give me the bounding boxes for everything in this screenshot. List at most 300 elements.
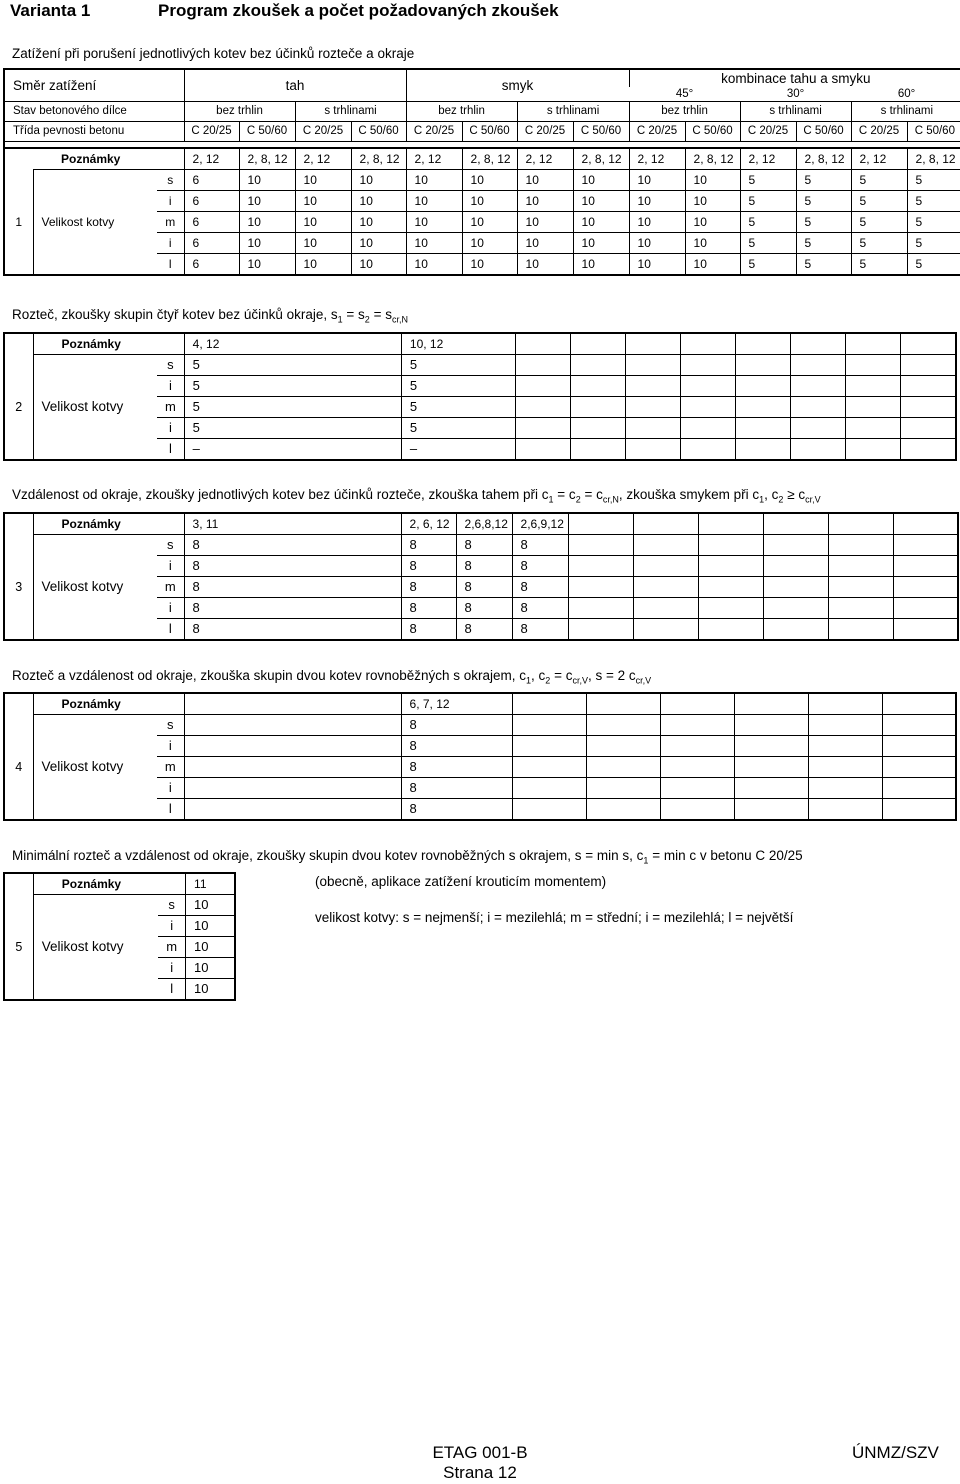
notes-label: Poznámky xyxy=(33,513,184,535)
table-cell: 10 xyxy=(186,895,235,916)
table-cell: 10 xyxy=(406,191,462,212)
table-cell: 5 xyxy=(851,212,907,233)
note-cell: 2, 8, 12 xyxy=(685,148,740,170)
table-cell: 5 xyxy=(851,254,907,276)
table-cell: 10 xyxy=(295,254,351,276)
note-cell: 2, 6, 12 xyxy=(401,513,456,535)
table-cell xyxy=(184,715,401,736)
table-cell: 10 xyxy=(186,979,235,1001)
class-cell: C 50/60 xyxy=(462,122,517,142)
section1-title: Zatížení při porušení jednotlivých kotev bez účinků rozteče a okraje xyxy=(12,46,415,61)
table-cell: 8 xyxy=(512,598,568,619)
table-cell xyxy=(882,715,956,736)
table-cell xyxy=(808,715,882,736)
note-cell xyxy=(846,333,901,355)
section5-title: Minimální rozteč a vzdálenost od okraje, zkoušky skupin dvou kotev rovnoběžných s okrajem, s = min s, $c_1 = \min c$ v betonu C 20/25 xyxy=(12,848,803,866)
table-cell xyxy=(828,556,893,577)
table-cell xyxy=(901,376,956,397)
size-key: s xyxy=(157,355,184,376)
note-cell: 4, 12 xyxy=(184,333,401,355)
table-cell: 8 xyxy=(184,619,401,641)
table-cell xyxy=(516,439,571,461)
note-cell: 2, 12 xyxy=(517,148,573,170)
table-cell: 10 xyxy=(295,191,351,212)
table-cell: 10 xyxy=(573,233,629,254)
size-key: i xyxy=(157,736,184,757)
note-cell xyxy=(571,333,626,355)
table-cell xyxy=(633,598,698,619)
table-cell: 6 xyxy=(184,191,239,212)
note-cell: 2, 8, 12 xyxy=(796,148,851,170)
table-cell xyxy=(586,736,660,757)
table-cell xyxy=(512,778,586,799)
table-cell xyxy=(516,418,571,439)
table-cell xyxy=(846,355,901,376)
size-key: m xyxy=(157,212,184,233)
table-cell: 8 xyxy=(401,619,456,641)
table-cell: 8 xyxy=(456,598,512,619)
table-cell: 8 xyxy=(456,619,512,641)
table-cell: 10 xyxy=(685,191,740,212)
table-cell: 10 xyxy=(462,254,517,276)
size-key: i xyxy=(157,598,184,619)
table-cell: 5 xyxy=(851,170,907,191)
class-cell: C 20/25 xyxy=(184,122,239,142)
table-cell: 8 xyxy=(512,535,568,556)
table-cell: 10 xyxy=(239,191,295,212)
size-label: Velikost kotvy xyxy=(33,535,157,641)
table-cell: 5 xyxy=(851,233,907,254)
table-cell: 8 xyxy=(401,715,512,736)
table-cell: 8 xyxy=(401,556,456,577)
note-cell: 2, 8, 12 xyxy=(462,148,517,170)
table-cell: 5 xyxy=(796,254,851,276)
table-cell xyxy=(893,598,958,619)
table-cell xyxy=(512,757,586,778)
note-cell: 2, 12 xyxy=(851,148,907,170)
table-cell: 8 xyxy=(512,577,568,598)
table-cell xyxy=(901,439,956,461)
table-cell: 8 xyxy=(401,778,512,799)
note-cell: 2,6,9,12 xyxy=(512,513,568,535)
table-cell xyxy=(626,376,681,397)
size-key: i xyxy=(157,376,184,397)
angle-45: 45° xyxy=(629,87,740,102)
table-cell: 5 xyxy=(796,212,851,233)
class-cell: C 50/60 xyxy=(907,122,960,142)
note-cell: 2, 8, 12 xyxy=(351,148,406,170)
table-cell xyxy=(660,778,734,799)
table-cell: 5 xyxy=(740,212,796,233)
table-cell: 5 xyxy=(796,191,851,212)
table-cell xyxy=(893,577,958,598)
table-cell: 10 xyxy=(629,191,685,212)
notes-label: Poznámky xyxy=(33,148,184,170)
table-cell: 8 xyxy=(512,619,568,641)
table-section4 xyxy=(3,692,957,821)
size-key: i xyxy=(157,556,184,577)
note-cell xyxy=(568,513,633,535)
class-cell: C 20/25 xyxy=(406,122,462,142)
table-cell xyxy=(893,535,958,556)
size-key: l xyxy=(157,619,184,641)
size-key: i xyxy=(158,958,185,979)
table-cell: – xyxy=(401,439,515,461)
size-key: i xyxy=(157,418,184,439)
table-cell: 6 xyxy=(184,254,239,276)
table-cell xyxy=(512,799,586,821)
table-cell xyxy=(882,757,956,778)
class-cell: C 20/25 xyxy=(629,122,685,142)
note-cell: 6, 7, 12 xyxy=(401,693,512,715)
table-cell: 10 xyxy=(517,254,573,276)
table-cell: 5 xyxy=(184,355,401,376)
size-key: m xyxy=(157,577,184,598)
row-index: 1 xyxy=(15,214,23,229)
size-key: i xyxy=(157,778,184,799)
table-cell xyxy=(736,376,791,397)
size-key: l xyxy=(157,439,184,461)
row-index: 2 xyxy=(15,399,23,414)
section4-title: Rozteč a vzdálenost od okraje, zkouška skupin dvou kotev rovnoběžných s okrajem, $c_1$, $c_2 = c_{cr,V}$, s = 2 $c_{cr,V}$ xyxy=(12,668,652,686)
footer-org: ÚNMZ/SZV xyxy=(852,1443,939,1462)
class-cell: C 20/25 xyxy=(517,122,573,142)
class-cell: C 50/60 xyxy=(796,122,851,142)
table-cell: 10 xyxy=(406,170,462,191)
note-cell xyxy=(893,513,958,535)
size-key: s xyxy=(157,170,184,191)
size-key: i xyxy=(157,233,184,254)
table-cell xyxy=(828,535,893,556)
side-note: (obecně, aplikace zatížení krouticím momentem) xyxy=(315,874,607,889)
variant-label: Varianta 1 xyxy=(10,1,91,20)
table-cell xyxy=(571,376,626,397)
class-cell: C 50/60 xyxy=(351,122,406,142)
table-cell: 5 xyxy=(907,233,960,254)
table-cell: 8 xyxy=(456,535,512,556)
table-cell: 8 xyxy=(184,535,401,556)
table-cell xyxy=(734,736,808,757)
table-cell xyxy=(681,439,736,461)
note-cell xyxy=(808,693,882,715)
class-cell: C 50/60 xyxy=(239,122,295,142)
table-section3 xyxy=(3,512,959,641)
table-cell xyxy=(626,355,681,376)
table-cell: 5 xyxy=(796,170,851,191)
table-cell xyxy=(660,736,734,757)
table-cell xyxy=(571,418,626,439)
table-cell xyxy=(681,418,736,439)
notes-label: Poznámky xyxy=(33,873,185,895)
state-cell: bez trhlin xyxy=(629,102,740,122)
table-cell: 10 xyxy=(351,233,406,254)
section3-title: Vzdálenost od okraje, zkoušky jednotlivých kotev bez účinků rozteče, zkouška tahem při $c_1 = c_2 = c_{cr,N}$, zkouška smykem při $c_1$, $c_2 \ge c_{cr,V}$ xyxy=(12,487,821,505)
state-cell: s trhlinami xyxy=(295,102,406,122)
state-cell: bez trhlin xyxy=(406,102,517,122)
table-cell: 8 xyxy=(184,577,401,598)
table-cell: 10 xyxy=(406,254,462,276)
table-cell: 10 xyxy=(351,254,406,276)
table-cell: 5 xyxy=(907,212,960,233)
note-cell xyxy=(660,693,734,715)
table-cell xyxy=(568,619,633,641)
note-cell xyxy=(516,333,571,355)
size-label: Velikost kotvy xyxy=(33,170,157,276)
note-cell: 3, 11 xyxy=(184,513,401,535)
table-cell: 8 xyxy=(184,556,401,577)
table-cell xyxy=(660,715,734,736)
table-cell xyxy=(736,355,791,376)
table-cell: 10 xyxy=(573,212,629,233)
footer-page: Strana 12 xyxy=(443,1463,517,1482)
table-cell: 8 xyxy=(401,799,512,821)
table-cell xyxy=(846,397,901,418)
table-cell: 6 xyxy=(184,212,239,233)
table-cell: 10 xyxy=(517,170,573,191)
page-title: Program zkoušek a počet požadovaných zkoušek xyxy=(158,1,559,20)
table-cell: 10 xyxy=(685,212,740,233)
table-cell: 10 xyxy=(517,233,573,254)
table-cell: 10 xyxy=(462,191,517,212)
size-label: Velikost kotvy xyxy=(33,895,158,1001)
note-cell xyxy=(184,693,401,715)
table-cell: 10 xyxy=(295,170,351,191)
table-cell xyxy=(791,397,846,418)
state-label: Stav betonového dílce xyxy=(4,102,184,122)
table-cell: 10 xyxy=(517,212,573,233)
size-key: s xyxy=(157,715,184,736)
size-key: i xyxy=(157,191,184,212)
table-cell: 6 xyxy=(184,170,239,191)
table-cell xyxy=(512,715,586,736)
table-cell xyxy=(901,355,956,376)
table-cell xyxy=(626,439,681,461)
note-cell xyxy=(626,333,681,355)
table-cell: 10 xyxy=(462,212,517,233)
note-cell xyxy=(791,333,846,355)
table-cell xyxy=(828,619,893,641)
table-cell xyxy=(808,736,882,757)
table-cell xyxy=(681,355,736,376)
table-cell xyxy=(586,778,660,799)
table-cell: 5 xyxy=(740,254,796,276)
table-cell: 10 xyxy=(517,191,573,212)
table-cell xyxy=(734,715,808,736)
note-cell: 10, 12 xyxy=(401,333,515,355)
note-cell xyxy=(681,333,736,355)
table-cell xyxy=(846,439,901,461)
table-cell xyxy=(893,556,958,577)
table-cell xyxy=(763,556,828,577)
notes-label: Poznámky xyxy=(33,333,184,355)
direction-kombinace: kombinace tahu a smyku xyxy=(629,69,960,87)
table-cell: 10 xyxy=(239,254,295,276)
table-cell xyxy=(736,439,791,461)
table-cell xyxy=(571,355,626,376)
note-cell: 2, 8, 12 xyxy=(239,148,295,170)
angle-30: 30° xyxy=(740,87,851,102)
direction-smyk: smyk xyxy=(406,69,629,102)
table-cell: 5 xyxy=(740,170,796,191)
table-cell: 10 xyxy=(685,254,740,276)
table-section5 xyxy=(3,872,236,1001)
table-cell: 10 xyxy=(351,191,406,212)
table-cell xyxy=(568,577,633,598)
table-cell xyxy=(698,556,763,577)
table-cell xyxy=(633,535,698,556)
table-cell: 10 xyxy=(406,212,462,233)
note-cell: 11 xyxy=(186,873,235,895)
table-cell: 10 xyxy=(406,233,462,254)
size-key: l xyxy=(158,979,185,1001)
table-cell xyxy=(698,577,763,598)
table-cell: 10 xyxy=(685,233,740,254)
class-cell: C 20/25 xyxy=(851,122,907,142)
size-key: m xyxy=(158,937,185,958)
table-cell: 8 xyxy=(512,556,568,577)
table-cell xyxy=(901,418,956,439)
table-cell: 10 xyxy=(186,937,235,958)
class-cell: C 50/60 xyxy=(573,122,629,142)
note-cell: 2, 8, 12 xyxy=(907,148,960,170)
table-cell xyxy=(736,418,791,439)
table-cell xyxy=(734,778,808,799)
table-section1 xyxy=(3,68,960,276)
table-cell xyxy=(882,799,956,821)
table-cell xyxy=(882,736,956,757)
table-cell xyxy=(736,397,791,418)
table-cell xyxy=(660,757,734,778)
footer-doc xyxy=(395,1443,565,1483)
table-cell xyxy=(660,799,734,821)
table-cell xyxy=(516,355,571,376)
table-cell xyxy=(568,556,633,577)
note-cell: 2, 12 xyxy=(629,148,685,170)
table-cell xyxy=(734,799,808,821)
table-cell xyxy=(626,418,681,439)
table-cell: 8 xyxy=(401,736,512,757)
table-cell xyxy=(698,598,763,619)
size-key: l xyxy=(157,799,184,821)
note-cell xyxy=(736,333,791,355)
note-cell: 2, 8, 12 xyxy=(573,148,629,170)
table-cell xyxy=(633,556,698,577)
table-cell: 10 xyxy=(186,958,235,979)
table-cell: 5 xyxy=(184,397,401,418)
table-cell: 10 xyxy=(295,233,351,254)
table-cell: 5 xyxy=(184,418,401,439)
table-cell: 10 xyxy=(239,212,295,233)
table-cell: 5 xyxy=(401,397,515,418)
state-cell: bez trhlin xyxy=(184,102,295,122)
note-cell xyxy=(586,693,660,715)
table-cell: 8 xyxy=(401,535,456,556)
table-cell xyxy=(846,418,901,439)
table-cell: – xyxy=(184,439,401,461)
table-cell: 10 xyxy=(239,170,295,191)
table-cell xyxy=(681,376,736,397)
table-cell xyxy=(698,619,763,641)
section2-title: Rozteč, zkoušky skupin čtyř kotev bez účinků okraje, $s_1 = s_2 = s_{cr,N}$ xyxy=(12,307,408,325)
table-cell: 10 xyxy=(573,191,629,212)
note-cell: 2, 12 xyxy=(184,148,239,170)
table-cell: 8 xyxy=(184,598,401,619)
table-cell: 10 xyxy=(629,170,685,191)
table-cell: 5 xyxy=(851,191,907,212)
note-cell: 2, 12 xyxy=(406,148,462,170)
table-cell xyxy=(184,778,401,799)
state-cell: s trhlinami xyxy=(740,102,851,122)
table-cell: 10 xyxy=(351,170,406,191)
table-cell xyxy=(808,757,882,778)
note-cell xyxy=(698,513,763,535)
size-label: Velikost kotvy xyxy=(33,355,157,461)
table-cell xyxy=(791,418,846,439)
table-cell xyxy=(763,619,828,641)
table-cell xyxy=(791,439,846,461)
table-cell xyxy=(184,799,401,821)
row-index: 4 xyxy=(15,759,23,774)
table-cell: 5 xyxy=(401,376,515,397)
table-cell: 5 xyxy=(401,355,515,376)
table-cell xyxy=(184,736,401,757)
table-cell xyxy=(763,598,828,619)
table-cell: 5 xyxy=(401,418,515,439)
note-cell xyxy=(633,513,698,535)
note-cell xyxy=(882,693,956,715)
table-cell: 8 xyxy=(401,577,456,598)
size-key: l xyxy=(157,254,184,276)
table-cell: 10 xyxy=(462,233,517,254)
note-cell xyxy=(734,693,808,715)
size-key: m xyxy=(157,757,184,778)
table-cell: 5 xyxy=(907,170,960,191)
class-cell: C 50/60 xyxy=(685,122,740,142)
table-cell: 10 xyxy=(462,170,517,191)
table-cell xyxy=(734,757,808,778)
table-cell xyxy=(571,439,626,461)
table-cell: 5 xyxy=(740,233,796,254)
size-key: m xyxy=(157,397,184,418)
table-cell xyxy=(516,397,571,418)
table-cell xyxy=(893,619,958,641)
table-cell: 8 xyxy=(401,757,512,778)
notes-label: Poznámky xyxy=(33,693,184,715)
table-cell: 10 xyxy=(685,170,740,191)
table-cell: 5 xyxy=(907,191,960,212)
size-key: s xyxy=(158,895,185,916)
table-cell xyxy=(633,577,698,598)
size-key: i xyxy=(158,916,185,937)
class-cell: C 20/25 xyxy=(740,122,796,142)
size-label: Velikost kotvy xyxy=(33,715,157,821)
note-cell: 2, 12 xyxy=(740,148,796,170)
size-key: s xyxy=(157,535,184,556)
table-cell: 10 xyxy=(573,170,629,191)
table-cell: 8 xyxy=(456,577,512,598)
table-cell: 5 xyxy=(740,191,796,212)
note-cell xyxy=(512,693,586,715)
note-cell: 2, 12 xyxy=(295,148,351,170)
table-cell: 8 xyxy=(401,598,456,619)
table-cell: 10 xyxy=(239,233,295,254)
table-cell xyxy=(698,535,763,556)
table-cell: 10 xyxy=(295,212,351,233)
table-cell xyxy=(512,736,586,757)
class-label: Třída pevnosti betonu xyxy=(4,122,184,142)
table-cell xyxy=(568,598,633,619)
table-cell: 10 xyxy=(629,212,685,233)
